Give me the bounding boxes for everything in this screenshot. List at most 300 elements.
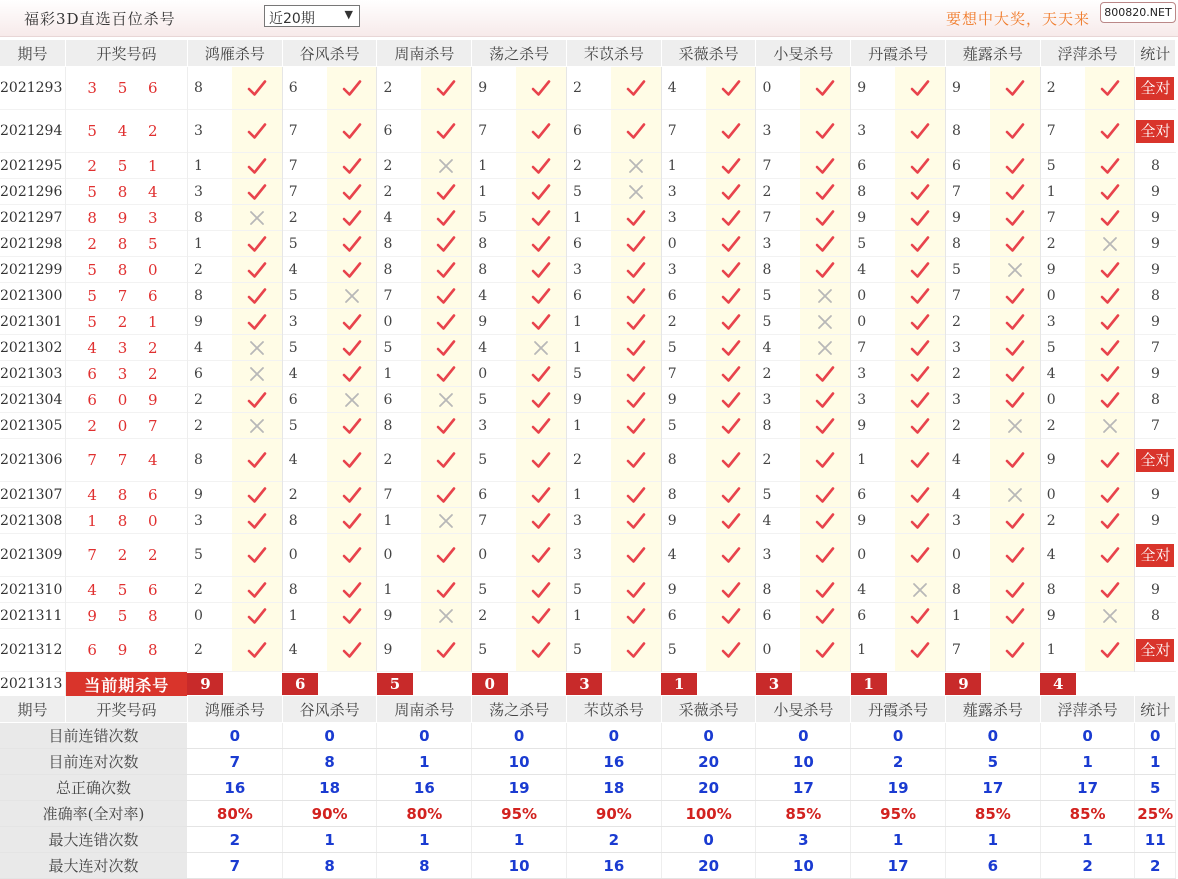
row-kill-number: 1: [566, 205, 610, 231]
row-kill-number: 1: [1040, 179, 1084, 205]
check-icon: [800, 439, 850, 482]
header-expert: 小旻杀号: [756, 40, 851, 67]
check-icon: [990, 205, 1040, 231]
cross-icon: [232, 205, 282, 231]
check-icon: [1085, 508, 1135, 534]
check-icon: [421, 283, 471, 309]
row-kill-number: 1: [377, 508, 421, 534]
row-kill-number: 4: [661, 67, 705, 110]
check-icon: [516, 309, 566, 335]
check-icon: [232, 387, 282, 413]
summary-value: 1: [945, 827, 1040, 853]
check-icon: [1085, 629, 1135, 672]
check-icon: [1085, 257, 1135, 283]
row-issue: 2021305: [0, 413, 66, 439]
check-icon: [516, 482, 566, 508]
row-kill-number: 8: [945, 110, 989, 153]
row-kill-number: 9: [187, 482, 231, 508]
check-icon: [232, 153, 282, 179]
check-icon: [706, 309, 756, 335]
summary-value: 0: [756, 723, 851, 749]
row-kill-number: 2: [377, 439, 421, 482]
row-kill-number: 2: [187, 629, 231, 672]
row-stat: [1135, 534, 1176, 577]
current-kill-cell: [282, 672, 377, 697]
row-kill-number: 6: [282, 67, 326, 110]
cross-icon: [232, 413, 282, 439]
check-icon: [1085, 309, 1135, 335]
check-icon: [516, 603, 566, 629]
table-row: [0, 231, 1176, 257]
check-icon: [895, 413, 945, 439]
summary-row: [0, 801, 1176, 827]
row-kill-number: 4: [1040, 534, 1084, 577]
header-expert: 浮萍杀号: [1040, 40, 1135, 67]
row-kill-number: 7: [756, 153, 800, 179]
summary-value: 8: [377, 853, 472, 879]
row-kill-number: 9: [1040, 439, 1084, 482]
row-kill-number: 1: [945, 603, 989, 629]
check-icon: [611, 309, 661, 335]
chevron-down-icon: ▼: [344, 8, 353, 21]
check-icon: [611, 387, 661, 413]
row-kill-number: 6: [566, 231, 610, 257]
period-select[interactable]: [264, 5, 360, 27]
row-kill-number: 2: [566, 67, 610, 110]
row-kill-number: 6: [472, 482, 516, 508]
row-kill-number: 3: [851, 387, 895, 413]
row-kill-number: 5: [566, 577, 610, 603]
row-kill-number: 2: [756, 439, 800, 482]
row-kill-number: 8: [377, 413, 421, 439]
row-kill-number: 2: [756, 179, 800, 205]
check-icon: [800, 413, 850, 439]
header-expert: 芣苡杀号: [566, 40, 661, 67]
summary-value: 1: [851, 827, 946, 853]
summary-value: 0: [472, 723, 567, 749]
row-kill-number: 1: [1040, 629, 1084, 672]
row-kill-number: 0: [377, 534, 421, 577]
row-kill-number: 4: [945, 439, 989, 482]
summary-value: 20: [661, 749, 756, 775]
row-issue: 2021304: [0, 387, 66, 413]
header-draw: 开奖号码: [66, 40, 188, 67]
check-icon: [327, 508, 377, 534]
summary-stat: 11: [1135, 827, 1176, 853]
table-row: [0, 309, 1176, 335]
row-issue: 2021298: [0, 231, 66, 257]
check-icon: [800, 231, 850, 257]
row-draw-numbers: 6 0 9: [66, 387, 188, 413]
row-draw-numbers: 1 8 0: [66, 508, 188, 534]
check-icon: [800, 179, 850, 205]
check-icon: [990, 577, 1040, 603]
table-row: [0, 629, 1176, 672]
row-kill-number: 6: [377, 110, 421, 153]
row-kill-number: 5: [1040, 335, 1084, 361]
check-icon: [232, 231, 282, 257]
row-kill-number: 6: [851, 603, 895, 629]
table-row: [0, 335, 1176, 361]
row-kill-number: 4: [661, 534, 705, 577]
check-icon: [327, 439, 377, 482]
cross-icon: [327, 387, 377, 413]
check-icon: [706, 205, 756, 231]
row-issue: 2021302: [0, 335, 66, 361]
check-icon: [232, 257, 282, 283]
check-icon: [611, 205, 661, 231]
summary-value: 20: [661, 775, 756, 801]
header-stat: 统计: [1135, 40, 1176, 67]
row-kill-number: 8: [945, 231, 989, 257]
row-issue: 2021297: [0, 205, 66, 231]
check-icon: [611, 413, 661, 439]
row-kill-number: 3: [282, 309, 326, 335]
check-icon: [232, 603, 282, 629]
row-kill-number: 7: [282, 179, 326, 205]
check-icon: [990, 179, 1040, 205]
row-kill-number: 5: [756, 309, 800, 335]
check-icon: [706, 439, 756, 482]
summary-value: 10: [756, 853, 851, 879]
cross-icon: [895, 577, 945, 603]
check-icon: [895, 603, 945, 629]
check-icon: [895, 283, 945, 309]
header-stat: 统计: [1135, 696, 1176, 723]
check-icon: [516, 153, 566, 179]
current-kill-cell: [377, 672, 472, 697]
row-issue: 2021300: [0, 283, 66, 309]
check-icon: [421, 361, 471, 387]
header-expert: 采薇杀号: [661, 696, 756, 723]
row-draw-numbers: 2 5 1: [66, 153, 188, 179]
row-kill-number: 2: [187, 387, 231, 413]
row-kill-number: 4: [851, 577, 895, 603]
row-kill-number: 3: [566, 508, 610, 534]
row-stat: [1135, 439, 1176, 482]
row-kill-number: 9: [377, 629, 421, 672]
table-row: [0, 361, 1176, 387]
summary-row: [0, 775, 1176, 801]
summary-value: 16: [566, 749, 661, 775]
check-icon: [1085, 179, 1135, 205]
summary-value: 90%: [282, 801, 377, 827]
row-kill-number: 9: [377, 603, 421, 629]
header-expert: 薤露杀号: [945, 40, 1040, 67]
row-kill-number: 2: [1040, 231, 1084, 257]
row-kill-number: 9: [661, 387, 705, 413]
check-icon: [232, 309, 282, 335]
row-draw-numbers: 4 5 6: [66, 577, 188, 603]
summary-label: 目前连错次数: [0, 723, 187, 749]
summary-value: 17: [851, 853, 946, 879]
row-kill-number: 0: [187, 603, 231, 629]
row-stat: 8: [1151, 607, 1160, 624]
row-kill-number: 6: [851, 153, 895, 179]
check-icon: [895, 67, 945, 110]
row-kill-number: 2: [187, 413, 231, 439]
summary-value: 1: [472, 827, 567, 853]
row-kill-number: 3: [945, 508, 989, 534]
check-icon: [895, 257, 945, 283]
header-issue: 期号: [0, 696, 66, 723]
check-icon: [611, 603, 661, 629]
row-kill-number: 0: [756, 629, 800, 672]
check-icon: [421, 110, 471, 153]
check-icon: [800, 257, 850, 283]
row-kill-number: 5: [187, 534, 231, 577]
table-row: [0, 508, 1176, 534]
table-row: [0, 257, 1176, 283]
row-kill-number: 7: [945, 179, 989, 205]
check-icon: [327, 179, 377, 205]
check-icon: [421, 439, 471, 482]
check-icon: [327, 110, 377, 153]
check-icon: [232, 67, 282, 110]
row-kill-number: 8: [945, 577, 989, 603]
check-icon: [1085, 387, 1135, 413]
row-kill-number: 1: [472, 153, 516, 179]
current-kill-number: 0: [472, 673, 508, 695]
check-icon: [706, 387, 756, 413]
summary-value: 2: [1040, 853, 1135, 879]
row-kill-number: 1: [566, 482, 610, 508]
check-icon: [327, 153, 377, 179]
check-icon: [706, 179, 756, 205]
row-kill-number: 3: [472, 413, 516, 439]
row-kill-number: 5: [282, 413, 326, 439]
row-kill-number: 4: [282, 629, 326, 672]
current-kill-number: 9: [187, 673, 223, 695]
summary-row: [0, 853, 1176, 879]
check-icon: [800, 534, 850, 577]
check-icon: [516, 577, 566, 603]
row-draw-numbers: 5 8 4: [66, 179, 188, 205]
check-icon: [421, 309, 471, 335]
row-draw-numbers: 5 7 6: [66, 283, 188, 309]
summary-value: 80%: [377, 801, 472, 827]
row-kill-number: 9: [945, 67, 989, 110]
row-kill-number: 5: [566, 361, 610, 387]
check-icon: [800, 361, 850, 387]
row-kill-number: 0: [1040, 482, 1084, 508]
check-icon: [706, 283, 756, 309]
summary-stat: 5: [1135, 775, 1176, 801]
row-stat: [1135, 629, 1176, 672]
check-icon: [232, 283, 282, 309]
summary-value: 0: [187, 723, 282, 749]
check-icon: [800, 508, 850, 534]
row-kill-number: 9: [661, 508, 705, 534]
row-kill-number: 2: [1040, 413, 1084, 439]
row-kill-number: 3: [756, 534, 800, 577]
check-icon: [327, 67, 377, 110]
row-kill-number: 5: [566, 629, 610, 672]
row-kill-number: 5: [377, 335, 421, 361]
check-icon: [421, 67, 471, 110]
check-icon: [232, 508, 282, 534]
current-kill-cell: [851, 672, 946, 697]
check-icon: [232, 110, 282, 153]
row-kill-number: 8: [187, 67, 231, 110]
row-stat: 9: [1151, 581, 1160, 598]
row-kill-number: 4: [472, 335, 516, 361]
row-kill-number: 6: [282, 387, 326, 413]
row-kill-number: 5: [282, 283, 326, 309]
check-icon: [990, 534, 1040, 577]
check-icon: [1085, 110, 1135, 153]
table-row: [0, 577, 1176, 603]
row-kill-number: 1: [282, 603, 326, 629]
check-icon: [706, 482, 756, 508]
row-kill-number: 8: [472, 257, 516, 283]
summary-value: 5: [945, 749, 1040, 775]
row-kill-number: 4: [851, 257, 895, 283]
row-stat: 8: [1151, 391, 1160, 408]
row-stat: 9: [1151, 209, 1160, 226]
row-kill-number: 5: [472, 439, 516, 482]
check-icon: [1085, 335, 1135, 361]
row-draw-numbers: 5 4 2: [66, 110, 188, 153]
current-kill-cell: [566, 672, 661, 697]
check-icon: [516, 413, 566, 439]
summary-value: 0: [282, 723, 377, 749]
check-icon: [1085, 577, 1135, 603]
cross-icon: [800, 309, 850, 335]
row-kill-number: 2: [377, 153, 421, 179]
summary-value: 3: [756, 827, 851, 853]
row-kill-number: 7: [756, 205, 800, 231]
check-icon: [990, 387, 1040, 413]
summary-value: 0: [661, 723, 756, 749]
summary-label: 总正确次数: [0, 775, 187, 801]
check-icon: [990, 231, 1040, 257]
check-icon: [800, 110, 850, 153]
check-icon: [611, 508, 661, 534]
row-issue: 2021308: [0, 508, 66, 534]
row-kill-number: 7: [945, 629, 989, 672]
summary-value: 20: [661, 853, 756, 879]
slogan-marquee: 要想中大奖，天天来: [946, 10, 1091, 28]
cross-icon: [232, 335, 282, 361]
full-correct-badge: 全对: [1136, 449, 1174, 472]
check-icon: [895, 205, 945, 231]
summary-row: [0, 749, 1176, 775]
row-kill-number: 6: [377, 387, 421, 413]
check-icon: [516, 361, 566, 387]
row-stat: 7: [1151, 417, 1160, 434]
table-row: [0, 283, 1176, 309]
cross-icon: [990, 413, 1040, 439]
summary-value: 1: [282, 827, 377, 853]
summary-value: 85%: [756, 801, 851, 827]
current-kill-number: 3: [756, 673, 792, 695]
summary-value: 85%: [1040, 801, 1135, 827]
row-draw-numbers: 5 8 0: [66, 257, 188, 283]
cross-icon: [421, 387, 471, 413]
summary-value: 0: [661, 827, 756, 853]
check-icon: [1085, 153, 1135, 179]
row-kill-number: 4: [282, 439, 326, 482]
row-kill-number: 9: [851, 67, 895, 110]
check-icon: [990, 629, 1040, 672]
row-kill-number: 1: [851, 629, 895, 672]
check-icon: [990, 67, 1040, 110]
row-kill-number: 8: [661, 482, 705, 508]
row-kill-number: 9: [1040, 257, 1084, 283]
row-issue: 2021309: [0, 534, 66, 577]
row-kill-number: 3: [566, 257, 610, 283]
row-kill-number: 9: [472, 309, 516, 335]
row-draw-numbers: 5 2 1: [66, 309, 188, 335]
page-title: 福彩3D直选百位杀号: [24, 10, 176, 28]
check-icon: [706, 110, 756, 153]
check-icon: [706, 335, 756, 361]
row-kill-number: 5: [566, 179, 610, 205]
check-icon: [611, 629, 661, 672]
check-icon: [706, 577, 756, 603]
current-stat-empty: [1135, 672, 1176, 697]
check-icon: [895, 153, 945, 179]
summary-value: 0: [851, 723, 946, 749]
check-icon: [421, 335, 471, 361]
check-icon: [990, 309, 1040, 335]
check-icon: [611, 439, 661, 482]
row-kill-number: 2: [472, 603, 516, 629]
check-icon: [895, 110, 945, 153]
row-kill-number: 9: [945, 205, 989, 231]
check-icon: [327, 361, 377, 387]
summary-value: 0: [566, 723, 661, 749]
table-row: [0, 413, 1176, 439]
full-correct-badge: 全对: [1136, 544, 1174, 567]
row-draw-numbers: 7 2 2: [66, 534, 188, 577]
table-header-row: [0, 696, 1176, 723]
row-draw-numbers: 6 3 2: [66, 361, 188, 387]
summary-value: 17: [1040, 775, 1135, 801]
row-kill-number: 1: [566, 603, 610, 629]
row-issue: 2021306: [0, 439, 66, 482]
check-icon: [327, 577, 377, 603]
row-kill-number: 2: [1040, 67, 1084, 110]
summary-value: 0: [1040, 723, 1135, 749]
check-icon: [990, 603, 1040, 629]
table-row: [0, 67, 1176, 110]
check-icon: [1085, 482, 1135, 508]
row-issue: 2021307: [0, 482, 66, 508]
row-kill-number: 1: [851, 439, 895, 482]
summary-value: 95%: [851, 801, 946, 827]
row-kill-number: 5: [661, 335, 705, 361]
row-kill-number: 3: [566, 534, 610, 577]
cross-icon: [800, 283, 850, 309]
row-stat: 8: [1151, 287, 1160, 304]
cross-icon: [1085, 231, 1135, 257]
current-kill-number: 5: [377, 673, 413, 695]
row-kill-number: 5: [756, 283, 800, 309]
row-kill-number: 2: [945, 309, 989, 335]
check-icon: [611, 231, 661, 257]
row-kill-number: 2: [566, 153, 610, 179]
summary-value: 10: [472, 749, 567, 775]
row-kill-number: 0: [851, 534, 895, 577]
row-kill-number: 2: [945, 413, 989, 439]
row-kill-number: 3: [945, 335, 989, 361]
check-icon: [611, 534, 661, 577]
check-icon: [800, 153, 850, 179]
check-icon: [327, 335, 377, 361]
row-kill-number: 2: [282, 482, 326, 508]
